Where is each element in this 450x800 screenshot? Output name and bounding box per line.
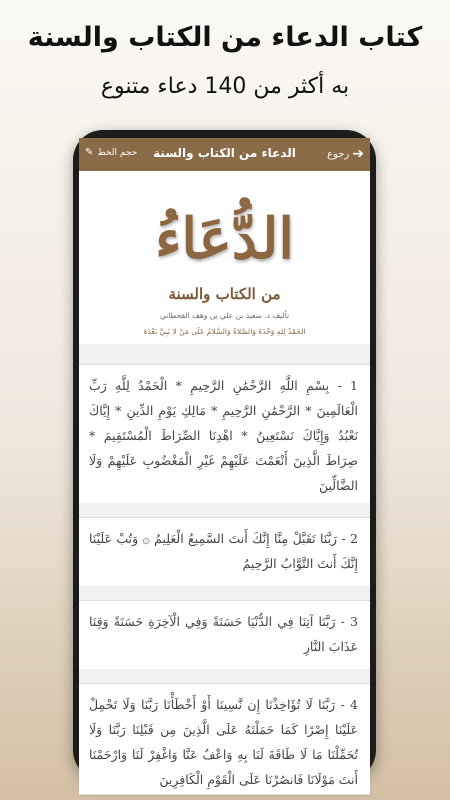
dua-text: 3 - رَبَّنَا آتِنَا فِي الدُّنْيَا حَسَنَةً وَفِي الْآخِرَةِ حَسَنَةً وَقِنَا عَذَابَ النَّارِ bbox=[89, 614, 358, 654]
author-line: تأليف د. سعيد بن علي بن وهف القحطاني bbox=[159, 311, 290, 320]
arrow-right-icon: ➔ bbox=[352, 146, 364, 162]
dua-text: 1 - بِسْمِ اللَّهِ الرَّحْمَٰنِ الرَّحِيمِ * الْحَمْدُ لِلَّهِ رَبِّ الْعَالَمِينَ * الرَّحْمَٰنِ الرَّحِيمِ * مَالِكِ يَوْمِ الدِّينِ * إِيَّاكَ نَعْبُدُ وَإِيَّاكَ نَسْتَعِينُ * اهْدِنَا الصِّرَاطَ الْمُسْتَقِيمَ * صِرَاطَ الَّذِينَ أَنْعَمْتَ عَلَيْهِمْ غَيْرِ الْمَغْضُوبِ عَلَيْهِمْ وَلَا الضَّالِّينَ bbox=[89, 378, 358, 493]
font-size-label: حجم الخط bbox=[97, 147, 138, 158]
book-header bbox=[79, 171, 370, 345]
dua-item[interactable] bbox=[79, 683, 370, 795]
praise-line: الحَمْدُ لِلهِ وَحْدَهُ وَالصَّلاةُ وَالسَّلامُ عَلَى مَنْ لا نَبِيَّ بَعْدَهُ bbox=[143, 327, 306, 336]
dua-item[interactable] bbox=[79, 517, 370, 587]
pen-icon: ✎ bbox=[85, 147, 94, 158]
list-gap bbox=[79, 586, 370, 600]
book-logo-subtitle: من الكتاب والسنة bbox=[168, 285, 281, 303]
font-size-button[interactable] bbox=[85, 147, 137, 158]
promo-subtitle: به أكثر من 140 دعاء متنوع bbox=[100, 74, 350, 99]
list-gap bbox=[79, 669, 370, 683]
dua-text: 4 - رَبَّنَا لَا تُؤَاخِذْنَا إِن نَّسِينَا أَوْ أَخْطَأْنَا رَبَّنَا وَلَا تَحْمِلْ عَلَيْنَا إِصْرًا كَمَا حَمَلْتَهُ عَلَى الَّذِينَ مِن قَبْلِنَا رَبَّنَا وَلَا تُحَمِّلْنَا مَا لَا طَاقَةَ لَنَا بِهِ وَاعْفُ عَنَّا وَاغْفِرْ لَنَا وَارْحَمْنَا أَنتَ مَوْلَانَا فَانصُرْنَا عَلَى الْقَوْمِ الْكَافِرِينَ bbox=[89, 697, 358, 787]
app-title: الدعاء من الكتاب والسنة bbox=[153, 146, 296, 160]
app-screen bbox=[79, 138, 370, 787]
dua-item[interactable] bbox=[79, 364, 370, 504]
book-logo-title: الدُّعَاءُ bbox=[155, 206, 294, 272]
dua-item[interactable] bbox=[79, 600, 370, 670]
back-label: رجوع bbox=[327, 148, 350, 160]
promo-title: كتاب الدعاء من الكتاب والسنة bbox=[27, 22, 423, 53]
dua-text: 2 - رَبَّنَا تَقَبَّلْ مِنَّا إِنَّكَ أَنتَ السَّمِيعُ الْعَلِيمُ ۞ وَتُبْ عَلَيْنَا إِنَّكَ أَنتَ التَّوَّابُ الرَّحِيمُ bbox=[89, 531, 358, 571]
list-gap bbox=[79, 503, 370, 517]
list-gap bbox=[79, 344, 370, 364]
app-bar bbox=[79, 138, 370, 171]
